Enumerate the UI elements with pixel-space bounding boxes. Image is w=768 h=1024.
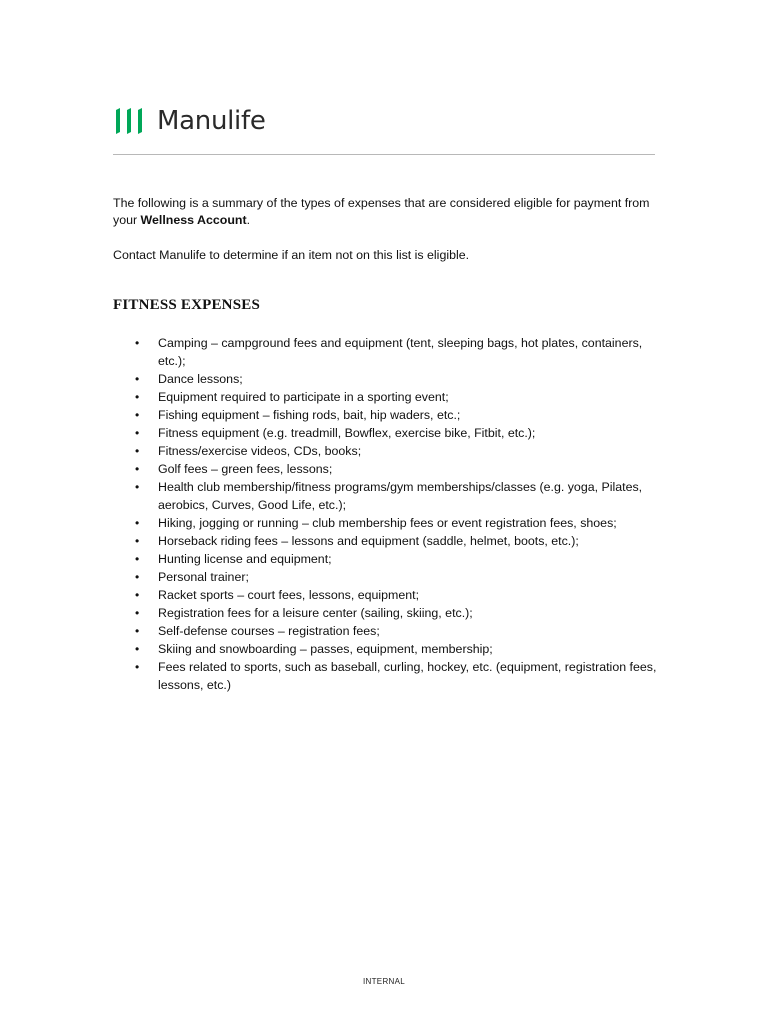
list-item — [113, 658, 658, 694]
contact-paragraph: Contact Manulife to determine if an item not on this list is eligible. — [113, 248, 470, 262]
manulife-stripes-icon — [113, 106, 145, 136]
bullet-icon: • — [135, 426, 140, 440]
list-item-text: Fitness equipment (e.g. treadmill, Bowflex, exercise bike, Fitbit, etc.); — [158, 426, 536, 440]
list-item — [113, 586, 658, 604]
list-item-text: Dance lessons; — [158, 372, 243, 386]
list-item — [113, 532, 658, 550]
list-item — [113, 424, 658, 442]
bullet-icon: • — [135, 444, 140, 458]
header-divider — [113, 154, 655, 155]
list-item-text: Fees related to sports, such as baseball, curling, hockey, etc. (equipment, registration fees, lessons, etc.) — [158, 660, 657, 692]
bullet-icon: • — [135, 534, 140, 548]
bullet-icon: • — [135, 570, 140, 584]
list-item — [113, 460, 658, 478]
bullet-icon: • — [135, 480, 140, 494]
manulife-logo — [113, 104, 266, 138]
brand-name: Manulife — [157, 106, 266, 136]
bullet-icon: • — [135, 462, 140, 476]
bullet-icon: • — [135, 660, 140, 674]
list-item — [113, 568, 658, 586]
bullet-icon: • — [135, 336, 140, 350]
list-item — [113, 622, 658, 640]
bullet-icon: • — [135, 516, 140, 530]
list-item-text: Hiking, jogging or running – club membership fees or event registration fees, shoes; — [158, 516, 617, 530]
bullet-icon: • — [135, 372, 140, 386]
bullet-icon: • — [135, 588, 140, 602]
list-item-text: Hunting license and equipment; — [158, 552, 332, 566]
list-item-text: Fishing equipment – fishing rods, bait, hip waders, etc.; — [158, 408, 461, 422]
list-item — [113, 478, 658, 514]
list-item — [113, 370, 658, 388]
list-item-text: Fitness/exercise videos, CDs, books; — [158, 444, 362, 458]
bullet-icon: • — [135, 390, 140, 404]
list-item-text: Camping – campground fees and equipment (tent, sleeping bags, hot plates, containers, etc.); — [158, 336, 643, 368]
bullet-icon: • — [135, 642, 140, 656]
list-item-text: Health club membership/fitness programs/gym memberships/classes (e.g. yoga, Pilates, aerobics, Curves, Good Life, etc.); — [158, 480, 643, 512]
list-item-text: Golf fees – green fees, lessons; — [158, 462, 333, 476]
list-item — [113, 604, 658, 622]
bullet-icon: • — [135, 408, 140, 422]
expense-list — [113, 334, 658, 694]
list-item — [113, 550, 658, 568]
list-item — [113, 388, 658, 406]
bullet-icon: • — [135, 624, 140, 638]
list-item — [113, 334, 658, 370]
list-item-text: Skiing and snowboarding – passes, equipment, membership; — [158, 642, 493, 656]
intro-text: The following is a summary of the types of expenses that are considered eligible for payment from your — [113, 196, 650, 227]
list-item-text: Equipment required to participate in a sporting event; — [158, 390, 449, 404]
list-item-text: Racket sports – court fees, lessons, equipment; — [158, 588, 420, 602]
footer-label: INTERNAL — [363, 977, 405, 986]
list-item-text: Self-defense courses – registration fees; — [158, 624, 380, 638]
intro-paragraph — [113, 195, 658, 229]
list-item — [113, 640, 658, 658]
bullet-icon: • — [135, 606, 140, 620]
list-item — [113, 514, 658, 532]
bullet-icon: • — [135, 552, 140, 566]
list-item — [113, 442, 658, 460]
list-item-text: Registration fees for a leisure center (sailing, skiing, etc.); — [158, 606, 473, 620]
list-item — [113, 406, 658, 424]
intro-bold-account: Wellness Account — [140, 213, 247, 227]
section-heading: FITNESS EXPENSES — [113, 297, 261, 313]
list-item-text: Personal trainer; — [158, 570, 249, 584]
list-item-text: Horseback riding fees – lessons and equipment (saddle, helmet, boots, etc.); — [158, 534, 579, 548]
intro-text-end: . — [246, 213, 251, 227]
